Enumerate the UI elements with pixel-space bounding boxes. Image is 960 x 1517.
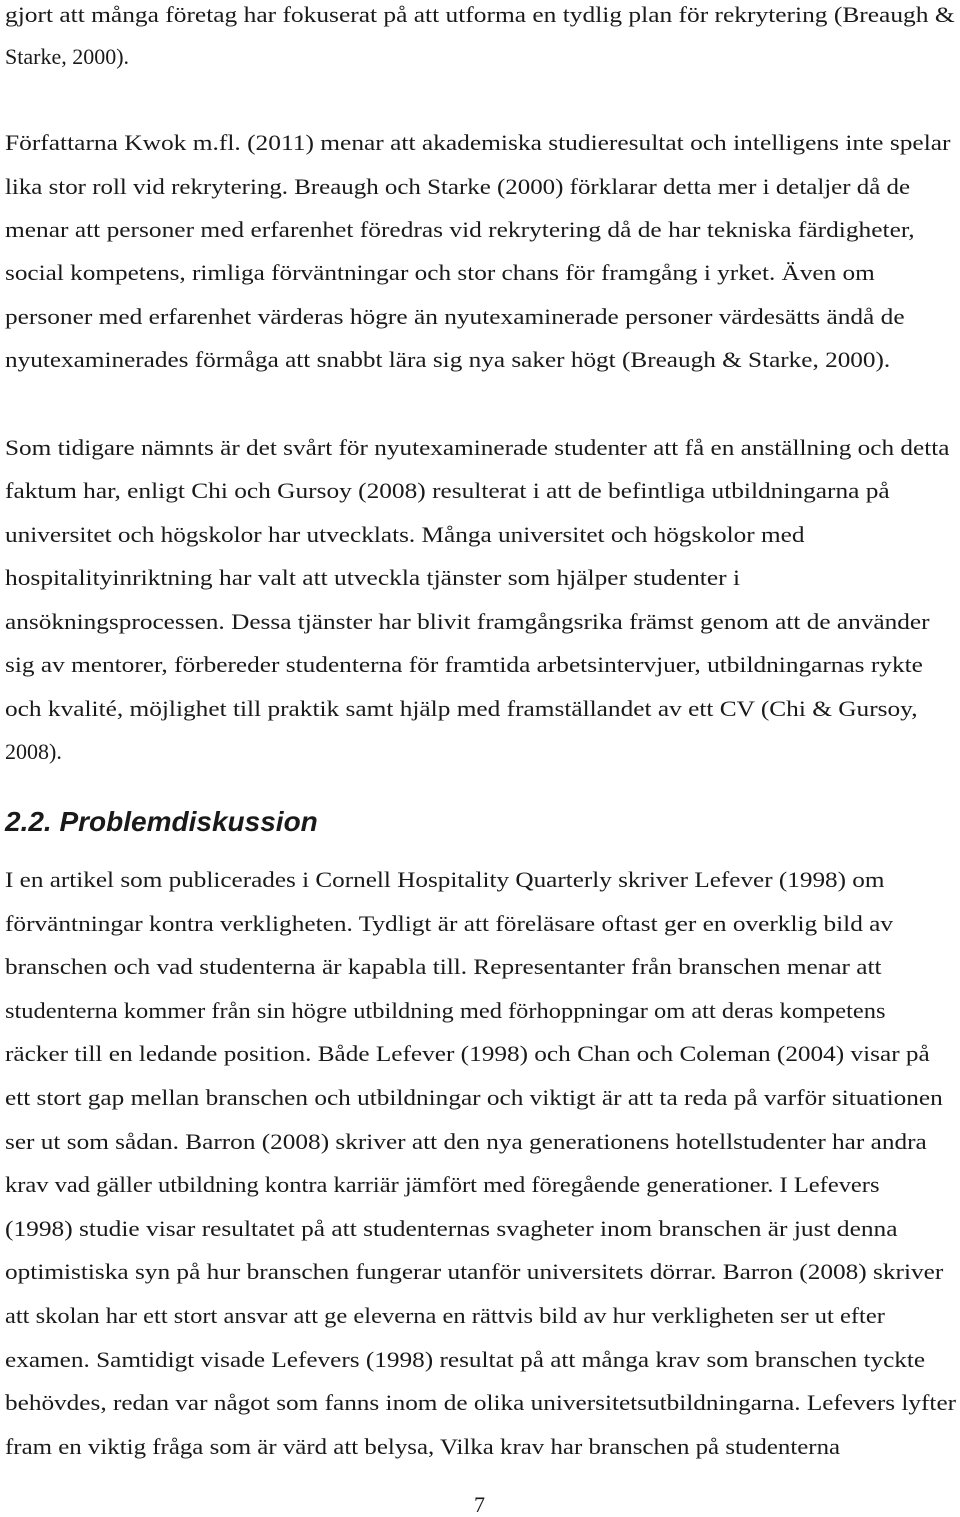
- text-line: menar att personer med erfarenhet föredras vid rekrytering då de har tekniska färdigheter,: [5, 217, 915, 242]
- text-line: branschen och vad studenterna är kapabla till. Representanter från branschen menar att: [5, 954, 882, 979]
- text-line: faktum har, enligt Chi och Gursoy (2008) resulterat i att de befintliga utbildningarna på: [5, 478, 890, 503]
- text-line: sig av mentorer, förbereder studenterna för framtida arbetsintervjuer, utbildningarnas rykte: [5, 652, 923, 677]
- text-line: universitet och högskolor har utvecklats. Många universitet och högskolor med: [5, 522, 805, 547]
- text-line: och kvalité, möjlighet till praktik samt hjälp med framställandet av ett CV (Chi & Gursoy,: [5, 696, 918, 721]
- text-line: examen. Samtidigt visade Lefevers (1998) resultat på att många krav som branschen tyckte: [5, 1347, 926, 1372]
- text-line: krav vad gäller utbildning kontra karriär jämfört med föregående generationer. I Lefevers: [5, 1172, 880, 1197]
- text-line: (1998) studie visar resultatet på att studenternas svagheter inom branschen är just denna: [5, 1216, 898, 1241]
- text-line: 2008).: [5, 739, 62, 764]
- text-line: ett stort gap mellan branschen och utbildningar och viktigt är att ta reda på varför situationen: [5, 1085, 943, 1110]
- text-line: I en artikel som publicerades i Cornell Hospitality Quarterly skriver Lefever (1998) om: [5, 867, 885, 892]
- text-line: optimistiska syn på hur branschen fungerar utanför universitets dörrar. Barron (2008) skriver: [5, 1259, 944, 1284]
- text-line: lika stor roll vid rekrytering. Breaugh och Starke (2000) förklarar detta mer i detaljer då de: [5, 174, 911, 199]
- text-line: studenterna kommer från sin högre utbildning med förhoppningar om att deras kompetens: [5, 998, 886, 1023]
- text-line: ansökningsprocessen. Dessa tjänster har blivit framgångsrika främst genom att de använder: [5, 609, 930, 634]
- text-line: räcker till en ledande position. Både Lefever (1998) och Chan och Coleman (2004) visar på: [5, 1041, 930, 1066]
- text-line: att skolan har ett stort ansvar att ge eleverna en rättvis bild av hur verkligheten ser ut efter: [5, 1303, 885, 1328]
- text-line: Starke, 2000).: [5, 44, 130, 69]
- text-line: social kompetens, rimliga förväntningar och stor chans för framgång i yrket. Även om: [5, 260, 875, 285]
- text-line: behövdes, redan var något som fanns inom de olika universitetsutbildningarna. Lefevers lyfter: [5, 1390, 957, 1415]
- page-number: 7: [474, 1492, 485, 1517]
- text-line: ser ut som sådan. Barron (2008) skriver att den nya generationens hotellstudenter har andra: [5, 1129, 927, 1154]
- text-line: hospitalityinriktning har valt att utveckla tjänster som hjälper studenter i: [5, 565, 741, 590]
- text-line: Som tidigare nämnts är det svårt för nyutexaminerade studenter att få en anställning och detta: [5, 435, 950, 460]
- section-heading: 2.2. Problemdiskussion: [5, 806, 318, 837]
- text-line: nyutexaminerades förmåga att snabbt lära sig nya saker högt (Breaugh & Starke, 2000).: [5, 347, 891, 372]
- text-line: förväntningar kontra verkligheten. Tydligt är att föreläsare oftast ger en overklig bild av: [5, 911, 894, 936]
- text-line: fram en viktig fråga som är värd att belysa, Vilka krav har branschen på studenterna: [5, 1434, 841, 1459]
- text-line: Författarna Kwok m.fl. (2011) menar att akademiska studieresultat och intelligens inte spelar: [5, 130, 951, 155]
- text-line: gjort att många företag har fokuserat på att utforma en tydlig plan för rekrytering (Breaugh &: [5, 2, 955, 27]
- text-line: personer med erfarenhet värderas högre än nyutexaminerade personer värdesätts ändå de: [5, 304, 905, 329]
